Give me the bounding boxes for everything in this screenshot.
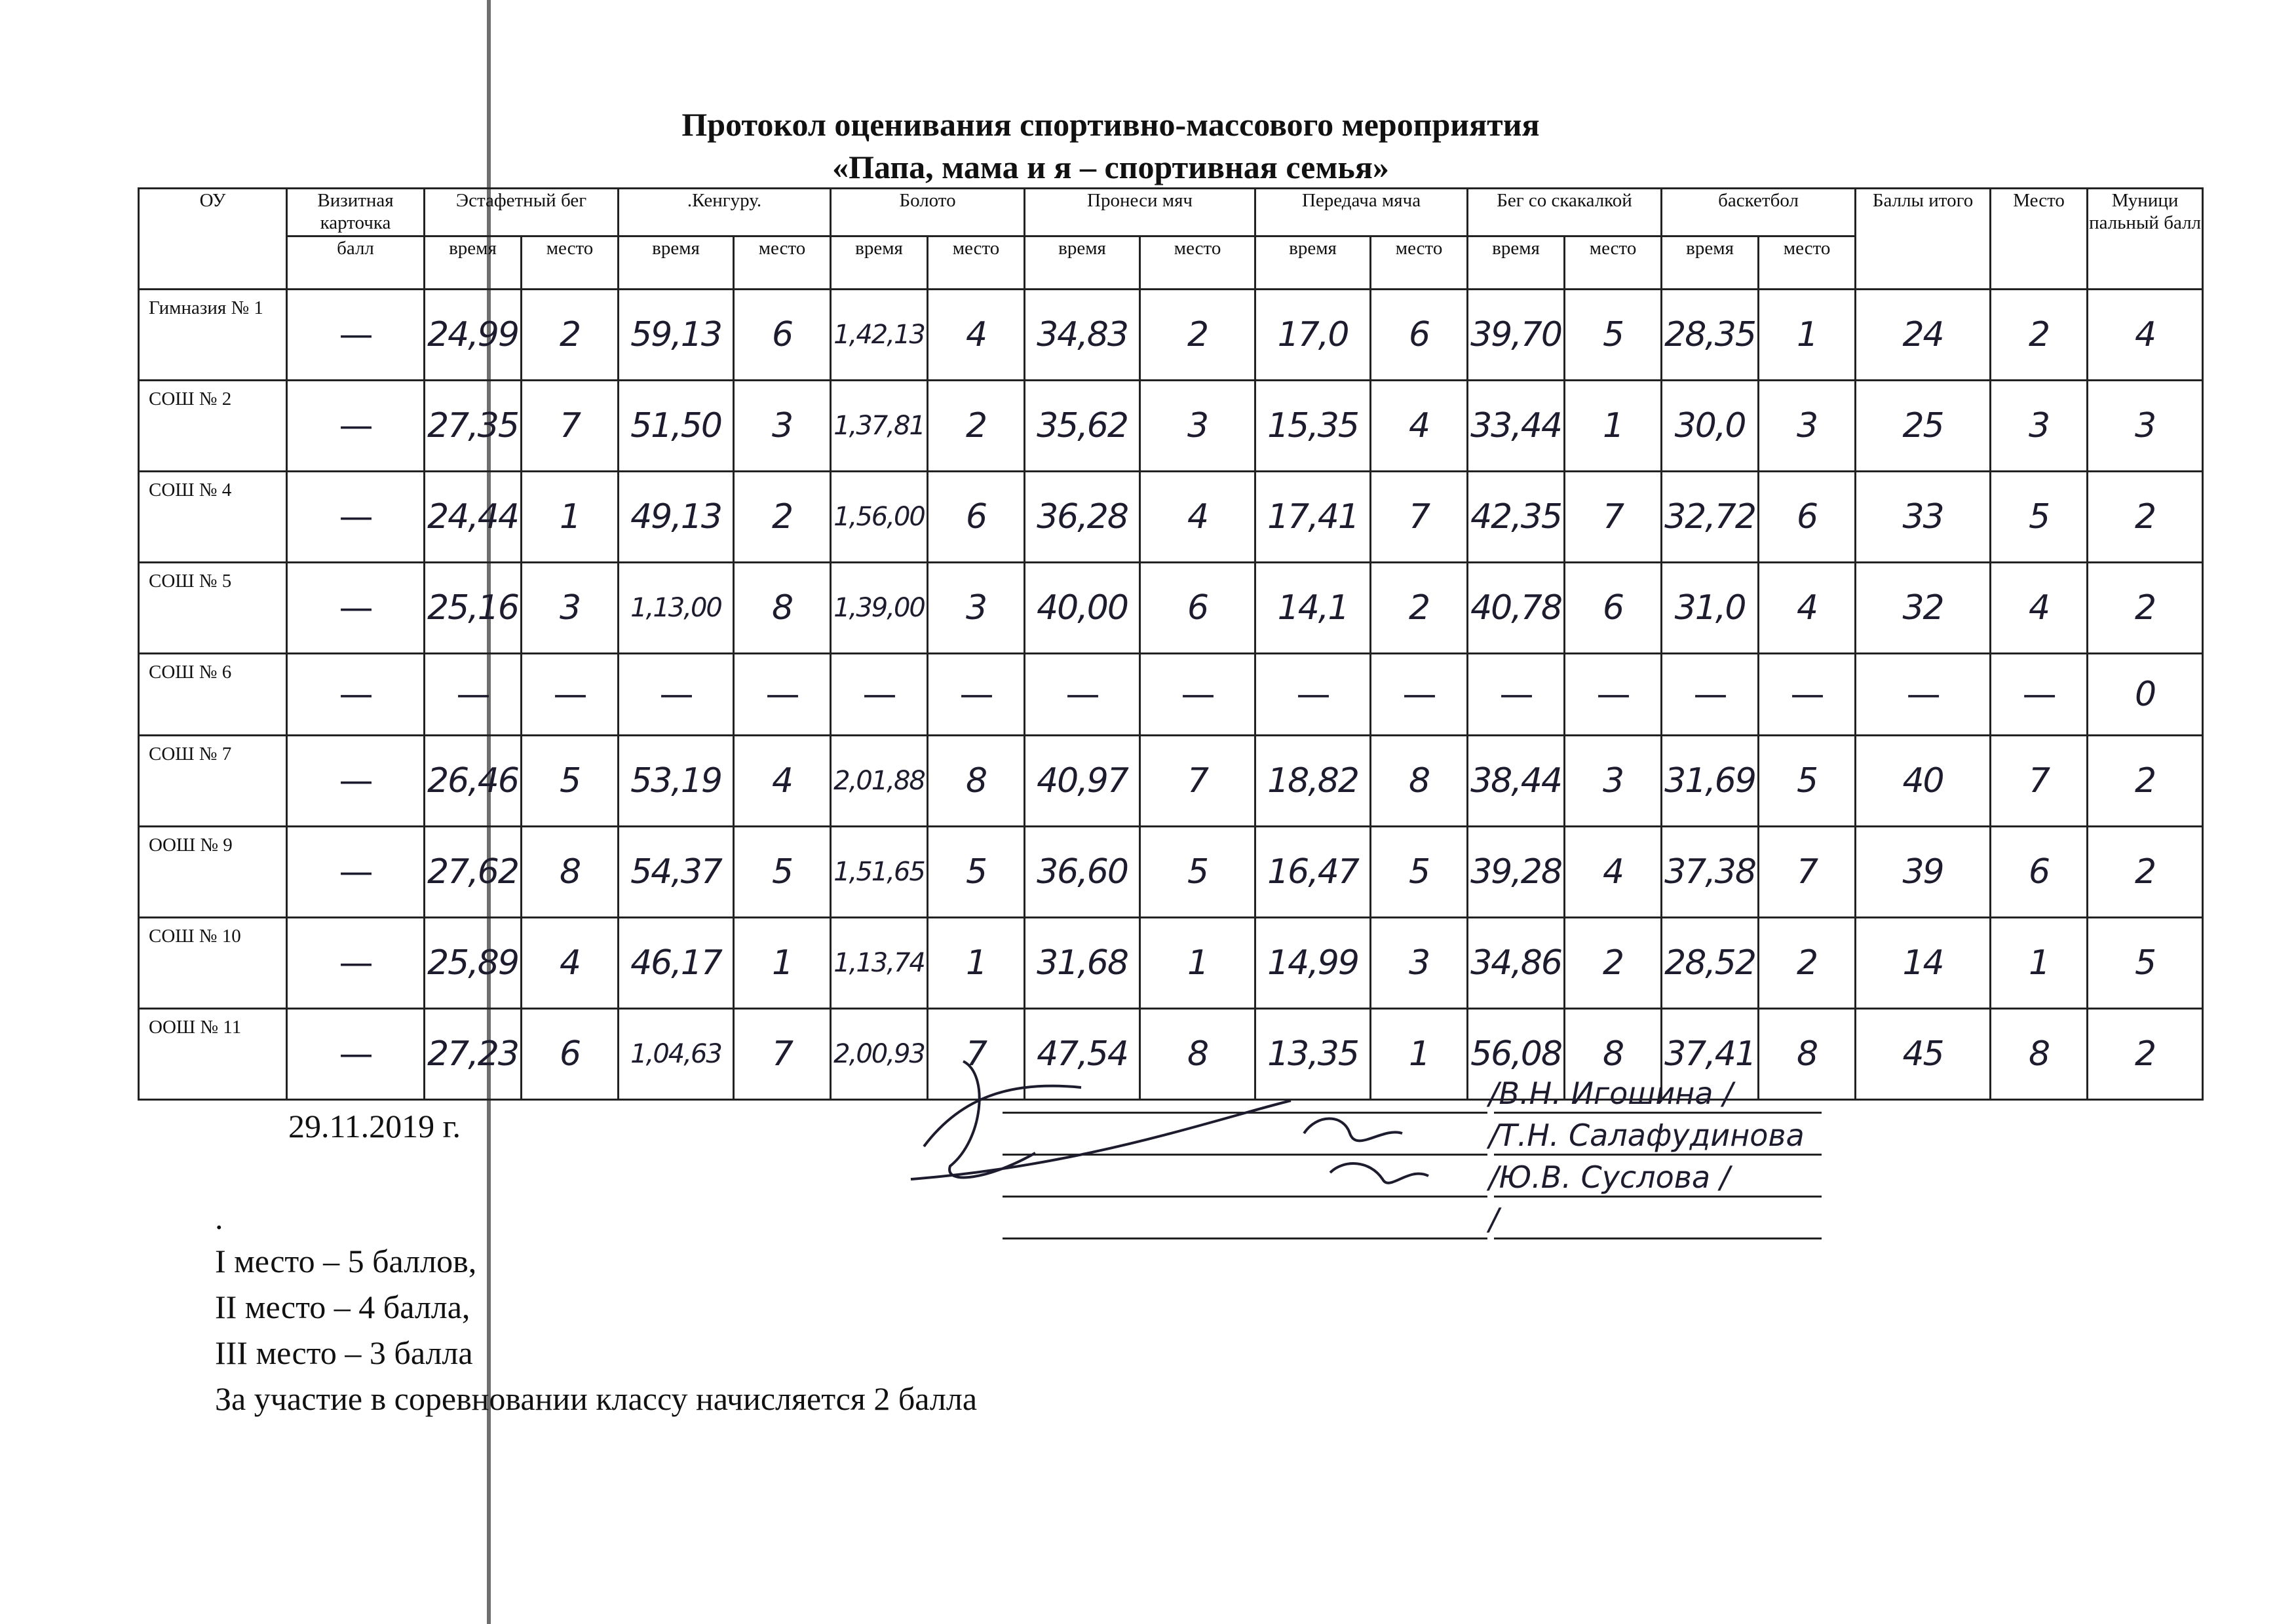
cell-pass-t: 14,1 bbox=[1255, 563, 1371, 654]
cell-kang-t: 54,37 bbox=[619, 827, 734, 918]
cell-carry-t: 35,62 bbox=[1025, 381, 1140, 472]
cell-pass-p: 1 bbox=[1371, 1009, 1468, 1100]
cell-rope-t: 34,86 bbox=[1468, 918, 1565, 1009]
signatory-name: /Ю.В. Суслова / bbox=[1489, 1160, 1731, 1195]
cell-place: 5 bbox=[1991, 472, 2088, 563]
cell-relay-p: 6 bbox=[522, 1009, 619, 1100]
table-row bbox=[139, 563, 2203, 654]
cell-rope-t: 39,28 bbox=[1468, 827, 1565, 918]
cell-kang-t: 51,50 bbox=[619, 381, 734, 472]
cell-carry-p: 3 bbox=[1140, 381, 1255, 472]
cell-bask-t: 28,35 bbox=[1662, 290, 1759, 381]
cell-muni: 5 bbox=[2088, 918, 2203, 1009]
cell-rope-p: — bbox=[1565, 654, 1662, 736]
cell-card: — bbox=[287, 736, 425, 827]
cell-relay-p: 2 bbox=[522, 290, 619, 381]
cell-card: — bbox=[287, 827, 425, 918]
subheader-place: место bbox=[928, 236, 1025, 290]
cell-kang-t: — bbox=[619, 654, 734, 736]
cell-carry-p: 1 bbox=[1140, 918, 1255, 1009]
note-line: За участие в соревновании классу начисляется 2 балла bbox=[215, 1380, 978, 1417]
cell-card: — bbox=[287, 654, 425, 736]
cell-pass-t: 16,47 bbox=[1255, 827, 1371, 918]
cell-relay-p: 1 bbox=[522, 472, 619, 563]
cell-total: 24 bbox=[1856, 290, 1991, 381]
cell-rope-p: 6 bbox=[1565, 563, 1662, 654]
cell-swamp-p: 8 bbox=[928, 736, 1025, 827]
cell-carry-p: 4 bbox=[1140, 472, 1255, 563]
cell-rope-t: — bbox=[1468, 654, 1565, 736]
table-row bbox=[139, 290, 2203, 381]
cell-kang-p: 6 bbox=[734, 290, 831, 381]
cell-place: 1 bbox=[1991, 918, 2088, 1009]
cell-relay-t: 27,62 bbox=[425, 827, 522, 918]
subheader-place: место bbox=[1140, 236, 1255, 290]
document-title-line2: «Папа, мама и я – спортивная семья» bbox=[832, 149, 1389, 185]
cell-relay-t: 25,16 bbox=[425, 563, 522, 654]
table-body bbox=[139, 290, 2203, 1100]
note-line: III место – 3 балла bbox=[215, 1334, 473, 1371]
cell-total: 33 bbox=[1856, 472, 1991, 563]
cell-relay-t: 27,23 bbox=[425, 1009, 522, 1100]
cell-muni: 2 bbox=[2088, 1009, 2203, 1100]
cell-card: — bbox=[287, 290, 425, 381]
school-name: СОШ № 5 bbox=[139, 563, 287, 654]
school-name: Гимназия № 1 bbox=[139, 290, 287, 381]
subheader-time: время bbox=[1255, 236, 1371, 290]
cell-relay-p: 8 bbox=[522, 827, 619, 918]
cell-pass-p: 2 bbox=[1371, 563, 1468, 654]
cell-rope-p: 2 bbox=[1565, 918, 1662, 1009]
cell-kang-p: 3 bbox=[734, 381, 831, 472]
cell-swamp-t: — bbox=[831, 654, 928, 736]
subheader-place: место bbox=[522, 236, 619, 290]
cell-swamp-p: — bbox=[928, 654, 1025, 736]
cell-total: — bbox=[1856, 654, 1991, 736]
cell-carry-p: 2 bbox=[1140, 290, 1255, 381]
cell-bask-t: 37,38 bbox=[1662, 827, 1759, 918]
cell-swamp-p: 1 bbox=[928, 918, 1025, 1009]
cell-muni: 2 bbox=[2088, 827, 2203, 918]
cell-pass-t: 13,35 bbox=[1255, 1009, 1371, 1100]
cell-relay-p: 7 bbox=[522, 381, 619, 472]
cell-relay-p: 4 bbox=[522, 918, 619, 1009]
cell-swamp-t: 1,13,74 bbox=[831, 918, 928, 1009]
header-swamp: Болото bbox=[831, 189, 1025, 236]
results-table bbox=[138, 187, 2204, 1101]
school-name: СОШ № 6 bbox=[139, 654, 287, 736]
cell-rope-p: 1 bbox=[1565, 381, 1662, 472]
school-name: ООШ № 11 bbox=[139, 1009, 287, 1100]
cell-kang-p: 8 bbox=[734, 563, 831, 654]
cell-place: — bbox=[1991, 654, 2088, 736]
subheader-place: место bbox=[1565, 236, 1662, 290]
cell-total: 45 bbox=[1856, 1009, 1991, 1100]
cell-swamp-t: 1,39,00 bbox=[831, 563, 928, 654]
cell-pass-t: 17,0 bbox=[1255, 290, 1371, 381]
cell-relay-t: 24,99 bbox=[425, 290, 522, 381]
cell-relay-t: — bbox=[425, 654, 522, 736]
cell-pass-p: — bbox=[1371, 654, 1468, 736]
cell-carry-t: 31,68 bbox=[1025, 918, 1140, 1009]
cell-place: 7 bbox=[1991, 736, 2088, 827]
cell-swamp-p: 5 bbox=[928, 827, 1025, 918]
subheader-place: место bbox=[1759, 236, 1856, 290]
cell-carry-p: 5 bbox=[1140, 827, 1255, 918]
header-municipal-points: Муници пальный балл bbox=[2088, 189, 2203, 290]
cell-carry-t: 36,60 bbox=[1025, 827, 1140, 918]
signatory-name: /Т.Н. Салафудинова bbox=[1489, 1118, 1805, 1153]
cell-total: 39 bbox=[1856, 827, 1991, 918]
cell-place: 6 bbox=[1991, 827, 2088, 918]
document-title-line1: Протокол оценивания спортивно-массового мероприятия bbox=[681, 106, 1540, 143]
cell-pass-p: 5 bbox=[1371, 827, 1468, 918]
table-row bbox=[139, 472, 2203, 563]
cell-card: — bbox=[287, 381, 425, 472]
cell-relay-t: 27,35 bbox=[425, 381, 522, 472]
cell-card: — bbox=[287, 1009, 425, 1100]
cell-carry-p: 7 bbox=[1140, 736, 1255, 827]
cell-bask-p: 8 bbox=[1759, 1009, 1856, 1100]
cell-place: 4 bbox=[1991, 563, 2088, 654]
school-name: ООШ № 9 bbox=[139, 827, 287, 918]
subheader-time: время bbox=[619, 236, 734, 290]
cell-carry-p: 8 bbox=[1140, 1009, 1255, 1100]
cell-kang-t: 1,13,00 bbox=[619, 563, 734, 654]
cell-kang-t: 49,13 bbox=[619, 472, 734, 563]
cell-bask-t: — bbox=[1662, 654, 1759, 736]
subheader-time: время bbox=[1468, 236, 1565, 290]
subheader-place: место bbox=[1371, 236, 1468, 290]
cell-card: — bbox=[287, 563, 425, 654]
cell-carry-p: — bbox=[1140, 654, 1255, 736]
header-pass-ball: Передача мяча bbox=[1255, 189, 1468, 236]
cell-bask-p: 2 bbox=[1759, 918, 1856, 1009]
cell-kang-p: 1 bbox=[734, 918, 831, 1009]
cell-kang-t: 1,04,63 bbox=[619, 1009, 734, 1100]
cell-rope-t: 33,44 bbox=[1468, 381, 1565, 472]
cell-kang-p: 4 bbox=[734, 736, 831, 827]
cell-kang-t: 46,17 bbox=[619, 918, 734, 1009]
cell-kang-t: 53,19 bbox=[619, 736, 734, 827]
cell-kang-p: 5 bbox=[734, 827, 831, 918]
subheader-time: время bbox=[425, 236, 522, 290]
cell-pass-p: 7 bbox=[1371, 472, 1468, 563]
table-row bbox=[139, 736, 2203, 827]
cell-swamp-p: 7 bbox=[928, 1009, 1025, 1100]
cell-muni: 0 bbox=[2088, 654, 2203, 736]
table-row bbox=[139, 654, 2203, 736]
cell-relay-p: — bbox=[522, 654, 619, 736]
cell-card: — bbox=[287, 918, 425, 1009]
cell-bask-p: 1 bbox=[1759, 290, 1856, 381]
cell-pass-t: 15,35 bbox=[1255, 381, 1371, 472]
cell-swamp-t: 2,01,88 bbox=[831, 736, 928, 827]
cell-rope-p: 3 bbox=[1565, 736, 1662, 827]
signature-line bbox=[1003, 1237, 1487, 1239]
cell-swamp-t: 1,37,81 bbox=[831, 381, 928, 472]
signatory-name: / bbox=[1489, 1201, 1499, 1237]
cell-swamp-p: 2 bbox=[928, 381, 1025, 472]
cell-pass-t: 14,99 bbox=[1255, 918, 1371, 1009]
cell-total: 40 bbox=[1856, 736, 1991, 827]
cell-relay-t: 25,89 bbox=[425, 918, 522, 1009]
cell-carry-t: 40,00 bbox=[1025, 563, 1140, 654]
cell-rope-p: 4 bbox=[1565, 827, 1662, 918]
cell-bask-p: 6 bbox=[1759, 472, 1856, 563]
cell-kang-p: 2 bbox=[734, 472, 831, 563]
cell-kang-t: 59,13 bbox=[619, 290, 734, 381]
cell-swamp-t: 1,56,00 bbox=[831, 472, 928, 563]
cell-carry-t: — bbox=[1025, 654, 1140, 736]
cell-muni: 4 bbox=[2088, 290, 2203, 381]
header-relay: Эстафетный бег bbox=[425, 189, 619, 236]
cell-carry-t: 36,28 bbox=[1025, 472, 1140, 563]
cell-kang-p: — bbox=[734, 654, 831, 736]
school-name: СОШ № 7 bbox=[139, 736, 287, 827]
header-total-points: Баллы итого bbox=[1856, 189, 1991, 290]
cell-muni: 2 bbox=[2088, 472, 2203, 563]
subheader-place: место bbox=[734, 236, 831, 290]
header-basketball: баскетбол bbox=[1662, 189, 1856, 236]
cell-swamp-p: 3 bbox=[928, 563, 1025, 654]
cell-bask-t: 31,0 bbox=[1662, 563, 1759, 654]
table-row bbox=[139, 381, 2203, 472]
header-carry-ball: Пронеси мяч bbox=[1025, 189, 1255, 236]
cell-rope-p: 5 bbox=[1565, 290, 1662, 381]
cell-relay-p: 5 bbox=[522, 736, 619, 827]
cell-total: 32 bbox=[1856, 563, 1991, 654]
cell-rope-t: 42,35 bbox=[1468, 472, 1565, 563]
cell-relay-t: 26,46 bbox=[425, 736, 522, 827]
school-name: СОШ № 2 bbox=[139, 381, 287, 472]
cell-rope-t: 38,44 bbox=[1468, 736, 1565, 827]
cell-rope-t: 40,78 bbox=[1468, 563, 1565, 654]
note-line: II место – 4 балла, bbox=[215, 1289, 470, 1325]
cell-card: — bbox=[287, 472, 425, 563]
cell-bask-t: 32,72 bbox=[1662, 472, 1759, 563]
cell-muni: 3 bbox=[2088, 381, 2203, 472]
document-date: 29.11.2019 г. bbox=[288, 1108, 461, 1144]
cell-pass-t: 17,41 bbox=[1255, 472, 1371, 563]
cell-swamp-p: 4 bbox=[928, 290, 1025, 381]
cell-swamp-p: 6 bbox=[928, 472, 1025, 563]
note-line: I место – 5 баллов, bbox=[215, 1243, 477, 1279]
cell-carry-p: 6 bbox=[1140, 563, 1255, 654]
stray-dot: . bbox=[215, 1199, 223, 1236]
cell-pass-p: 4 bbox=[1371, 381, 1468, 472]
cell-bask-t: 37,41 bbox=[1662, 1009, 1759, 1100]
table-row bbox=[139, 918, 2203, 1009]
subheader-time: время bbox=[831, 236, 928, 290]
header-jump-rope: Бег со скакалкой bbox=[1468, 189, 1662, 236]
subheader-time: время bbox=[1662, 236, 1759, 290]
school-name: СОШ № 10 bbox=[139, 918, 287, 1009]
header-business-card: Визитная карточка bbox=[287, 189, 425, 236]
cell-bask-p: 7 bbox=[1759, 827, 1856, 918]
subheader-time: время bbox=[1025, 236, 1140, 290]
school-name: СОШ № 4 bbox=[139, 472, 287, 563]
cell-total: 14 bbox=[1856, 918, 1991, 1009]
cell-pass-p: 8 bbox=[1371, 736, 1468, 827]
cell-total: 25 bbox=[1856, 381, 1991, 472]
cell-relay-t: 24,44 bbox=[425, 472, 522, 563]
table-row bbox=[139, 827, 2203, 918]
cell-pass-p: 3 bbox=[1371, 918, 1468, 1009]
cell-swamp-t: 1,51,65 bbox=[831, 827, 928, 918]
cell-carry-t: 40,97 bbox=[1025, 736, 1140, 827]
cell-bask-p: — bbox=[1759, 654, 1856, 736]
cell-bask-t: 28,52 bbox=[1662, 918, 1759, 1009]
scoring-notes bbox=[215, 1238, 977, 1422]
name-line bbox=[1494, 1237, 1822, 1239]
subheader-points: балл bbox=[287, 236, 425, 290]
cell-carry-t: 47,54 bbox=[1025, 1009, 1140, 1100]
header-ou: ОУ bbox=[139, 189, 287, 290]
cell-swamp-t: 1,42,13 bbox=[831, 290, 928, 381]
cell-carry-t: 34,83 bbox=[1025, 290, 1140, 381]
cell-rope-t: 56,08 bbox=[1468, 1009, 1565, 1100]
cell-rope-p: 7 bbox=[1565, 472, 1662, 563]
header-kangaroo: .Кенгуру. bbox=[619, 189, 831, 236]
cell-bask-p: 3 bbox=[1759, 381, 1856, 472]
cell-kang-p: 7 bbox=[734, 1009, 831, 1100]
cell-place: 3 bbox=[1991, 381, 2088, 472]
header-place: Место bbox=[1991, 189, 2088, 290]
cell-rope-p: 8 bbox=[1565, 1009, 1662, 1100]
cell-relay-p: 3 bbox=[522, 563, 619, 654]
cell-place: 2 bbox=[1991, 290, 2088, 381]
cell-swamp-t: 2,00,93 bbox=[831, 1009, 928, 1100]
cell-pass-t: — bbox=[1255, 654, 1371, 736]
cell-pass-p: 6 bbox=[1371, 290, 1468, 381]
cell-pass-t: 18,82 bbox=[1255, 736, 1371, 827]
cell-bask-p: 5 bbox=[1759, 736, 1856, 827]
cell-muni: 2 bbox=[2088, 736, 2203, 827]
cell-bask-t: 30,0 bbox=[1662, 381, 1759, 472]
cell-place: 8 bbox=[1991, 1009, 2088, 1100]
signatory-name: /В.Н. Игошина / bbox=[1489, 1076, 1733, 1111]
cell-rope-t: 39,70 bbox=[1468, 290, 1565, 381]
cell-bask-p: 4 bbox=[1759, 563, 1856, 654]
cell-muni: 2 bbox=[2088, 563, 2203, 654]
handwritten-signatures bbox=[885, 1035, 1605, 1218]
signature-block bbox=[1003, 1074, 1867, 1258]
cell-bask-t: 31,69 bbox=[1662, 736, 1759, 827]
